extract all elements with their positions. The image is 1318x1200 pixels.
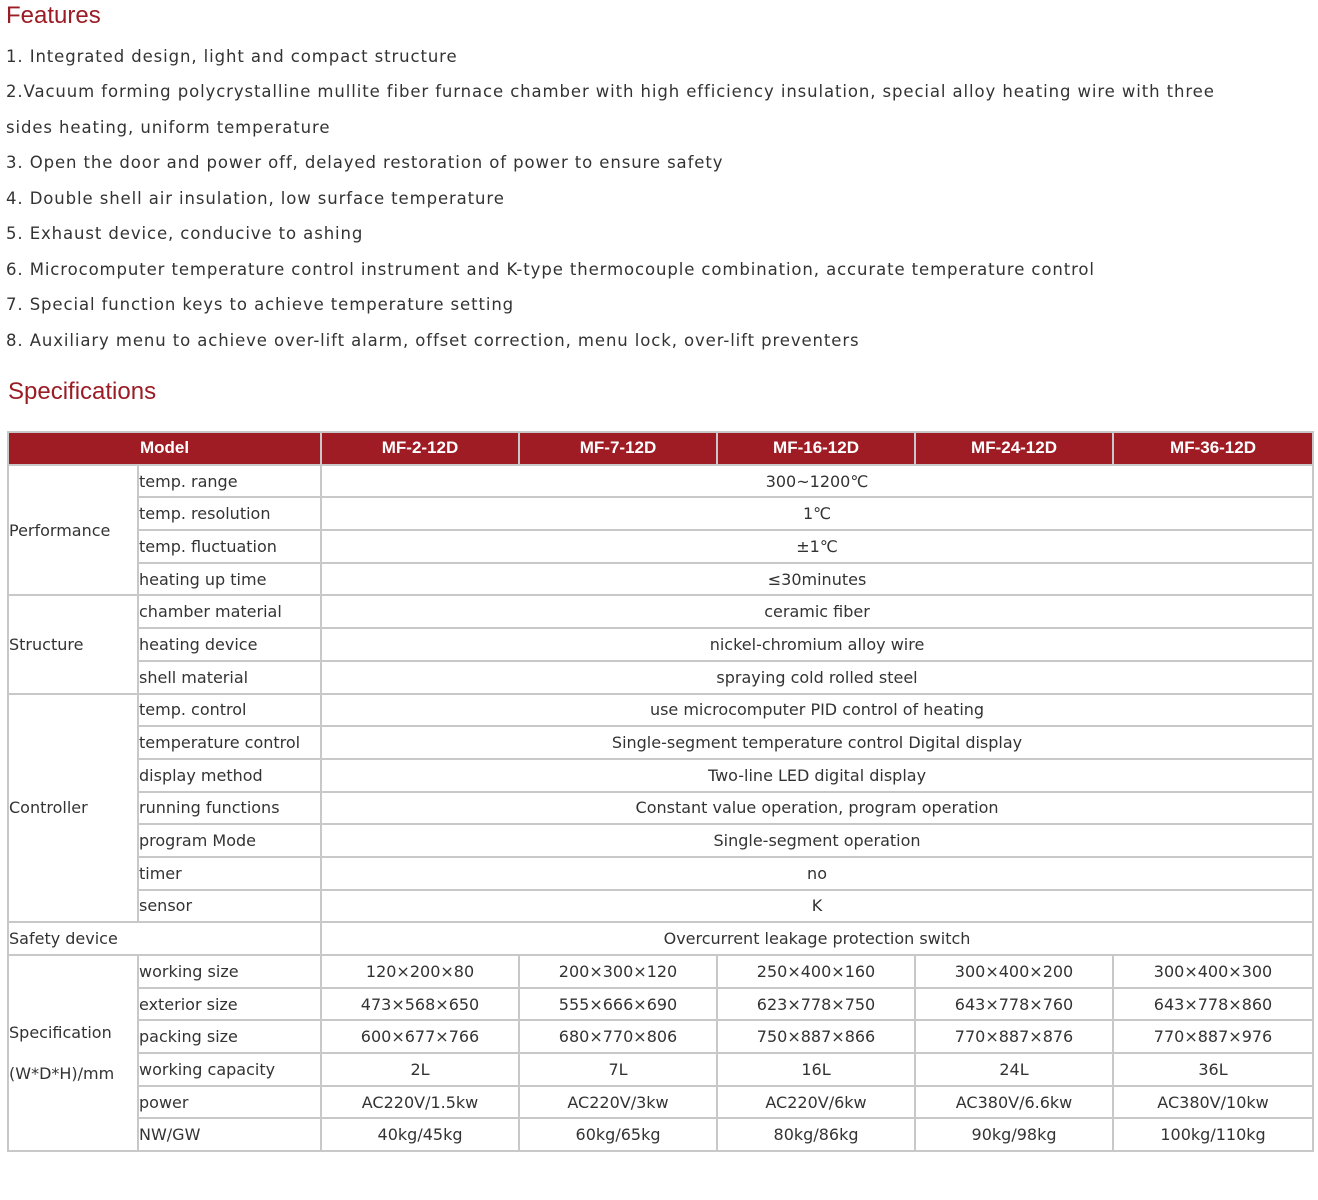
row-value: ≤30minutes xyxy=(321,563,1313,596)
table-cell: 300×400×300 xyxy=(1113,955,1313,988)
table-cell: 24L xyxy=(915,1053,1113,1086)
table-row xyxy=(8,726,1313,759)
table-row xyxy=(8,1118,1313,1151)
model-header-cell: MF-36-12D xyxy=(1113,432,1313,465)
group-label-safety-device: Safety device xyxy=(8,922,321,955)
feature-item-2: 2.Vacuum forming polycrystalline mullite fiber furnace chamber with high efficiency insulation, special alloy heating wire with three xyxy=(6,82,1215,101)
table-cell: AC220V/6kw xyxy=(717,1086,915,1119)
feature-item-1: 1. Integrated design, light and compact structure xyxy=(6,47,458,66)
row-value: 1℃ xyxy=(321,497,1313,530)
group-label-performance: Performance xyxy=(8,465,138,596)
table-cell: 643×778×760 xyxy=(915,988,1113,1021)
table-row xyxy=(8,661,1313,694)
table-cell: 250×400×160 xyxy=(717,955,915,988)
table-cell: 623×778×750 xyxy=(717,988,915,1021)
row-value: Single-segment operation xyxy=(321,824,1313,857)
table-cell: AC380V/10kw xyxy=(1113,1086,1313,1119)
table-row xyxy=(8,890,1313,923)
row-label: heating up time xyxy=(138,563,321,596)
feature-item-6: 6. Microcomputer temperature control instrument and K-type thermocouple combination, accurate temperature control xyxy=(6,260,1095,279)
model-header-cell: MF-16-12D xyxy=(717,432,915,465)
feature-item-2-continued: sides heating, uniform temperature xyxy=(6,118,331,137)
table-cell: 120×200×80 xyxy=(321,955,519,988)
table-row xyxy=(8,824,1313,857)
table-cell: 643×778×860 xyxy=(1113,988,1313,1021)
table-cell: 770×887×976 xyxy=(1113,1020,1313,1053)
row-label: temperature control xyxy=(138,726,321,759)
feature-item-5: 5. Exhaust device, conducive to ashing xyxy=(6,224,364,243)
feature-item-7: 7. Special function keys to achieve temperature setting xyxy=(6,295,515,314)
table-cell: 600×677×766 xyxy=(321,1020,519,1053)
table-header-row xyxy=(8,432,1313,465)
row-label: temp. fluctuation xyxy=(138,530,321,563)
row-value: spraying cold rolled steel xyxy=(321,661,1313,694)
table-cell: 16L xyxy=(717,1053,915,1086)
model-header-cell: MF-24-12D xyxy=(915,432,1113,465)
row-label: exterior size xyxy=(138,988,321,1021)
model-header-cell: MF-2-12D xyxy=(321,432,519,465)
row-label: working size xyxy=(138,955,321,988)
row-label: power xyxy=(138,1086,321,1119)
table-cell: 40kg/45kg xyxy=(321,1118,519,1151)
specifications-heading: Specifications xyxy=(8,378,157,405)
feature-item-4: 4. Double shell air insulation, low surface temperature xyxy=(6,189,505,208)
row-value: K xyxy=(321,890,1313,923)
model-header: Model xyxy=(8,432,321,465)
row-label: chamber material xyxy=(138,595,321,628)
features-heading: Features xyxy=(6,2,101,29)
row-value: 300~1200℃ xyxy=(321,465,1313,498)
row-value: no xyxy=(321,857,1313,890)
specifications-table xyxy=(7,431,1314,1152)
row-value: ceramic fiber xyxy=(321,595,1313,628)
table-row xyxy=(8,465,1313,498)
row-label: timer xyxy=(138,857,321,890)
row-value: Overcurrent leakage protection switch xyxy=(321,922,1313,955)
table-row xyxy=(8,857,1313,890)
specification-label: Specification xyxy=(9,1023,112,1043)
table-cell: 80kg/86kg xyxy=(717,1118,915,1151)
row-label: packing size xyxy=(138,1020,321,1053)
table-row xyxy=(8,563,1313,596)
table-cell: 473×568×650 xyxy=(321,988,519,1021)
row-value: Single-segment temperature control Digital display xyxy=(321,726,1313,759)
row-label: program Mode xyxy=(138,824,321,857)
row-value: nickel-chromium alloy wire xyxy=(321,628,1313,661)
table-cell: 750×887×866 xyxy=(717,1020,915,1053)
group-label-specification xyxy=(8,955,138,1151)
table-row xyxy=(8,595,1313,628)
table-row xyxy=(8,955,1313,988)
table-cell: 555×666×690 xyxy=(519,988,717,1021)
table-row xyxy=(8,922,1313,955)
row-label: temp. control xyxy=(138,694,321,727)
table-row xyxy=(8,759,1313,792)
row-label: shell material xyxy=(138,661,321,694)
model-header-cell: MF-7-12D xyxy=(519,432,717,465)
table-cell: AC380V/6.6kw xyxy=(915,1086,1113,1119)
table-row xyxy=(8,497,1313,530)
table-row xyxy=(8,1053,1313,1086)
table-cell: 100kg/110kg xyxy=(1113,1118,1313,1151)
row-label: NW/GW xyxy=(138,1118,321,1151)
dimension-unit-label: (W*D*H)/mm xyxy=(9,1064,115,1084)
table-cell: 770×887×876 xyxy=(915,1020,1113,1053)
table-cell: 7L xyxy=(519,1053,717,1086)
table-row xyxy=(8,1086,1313,1119)
row-value: use microcomputer PID control of heating xyxy=(321,694,1313,727)
row-label: temp. range xyxy=(138,465,321,498)
row-label: display method xyxy=(138,759,321,792)
row-label: sensor xyxy=(138,890,321,923)
table-cell: 2L xyxy=(321,1053,519,1086)
table-row xyxy=(8,1020,1313,1053)
table-row xyxy=(8,628,1313,661)
group-label-controller: Controller xyxy=(8,694,138,923)
row-value: ±1℃ xyxy=(321,530,1313,563)
feature-item-8: 8. Auxiliary menu to achieve over-lift alarm, offset correction, menu lock, over-lift preventers xyxy=(6,331,860,350)
row-label: temp. resolution xyxy=(138,497,321,530)
table-row xyxy=(8,792,1313,825)
feature-item-3: 3. Open the door and power off, delayed restoration of power to ensure safety xyxy=(6,153,724,172)
table-cell: AC220V/3kw xyxy=(519,1086,717,1119)
table-cell: 90kg/98kg xyxy=(915,1118,1113,1151)
table-cell: 300×400×200 xyxy=(915,955,1113,988)
table-cell: 60kg/65kg xyxy=(519,1118,717,1151)
table-row xyxy=(8,694,1313,727)
table-cell: 200×300×120 xyxy=(519,955,717,988)
row-value: Two-line LED digital display xyxy=(321,759,1313,792)
row-value: Constant value operation, program operation xyxy=(321,792,1313,825)
row-label: running functions xyxy=(138,792,321,825)
table-cell: AC220V/1.5kw xyxy=(321,1086,519,1119)
row-label: working capacity xyxy=(138,1053,321,1086)
row-label: heating device xyxy=(138,628,321,661)
group-label-structure: Structure xyxy=(8,595,138,693)
table-row xyxy=(8,530,1313,563)
table-cell: 36L xyxy=(1113,1053,1313,1086)
table-cell: 680×770×806 xyxy=(519,1020,717,1053)
table-row xyxy=(8,988,1313,1021)
